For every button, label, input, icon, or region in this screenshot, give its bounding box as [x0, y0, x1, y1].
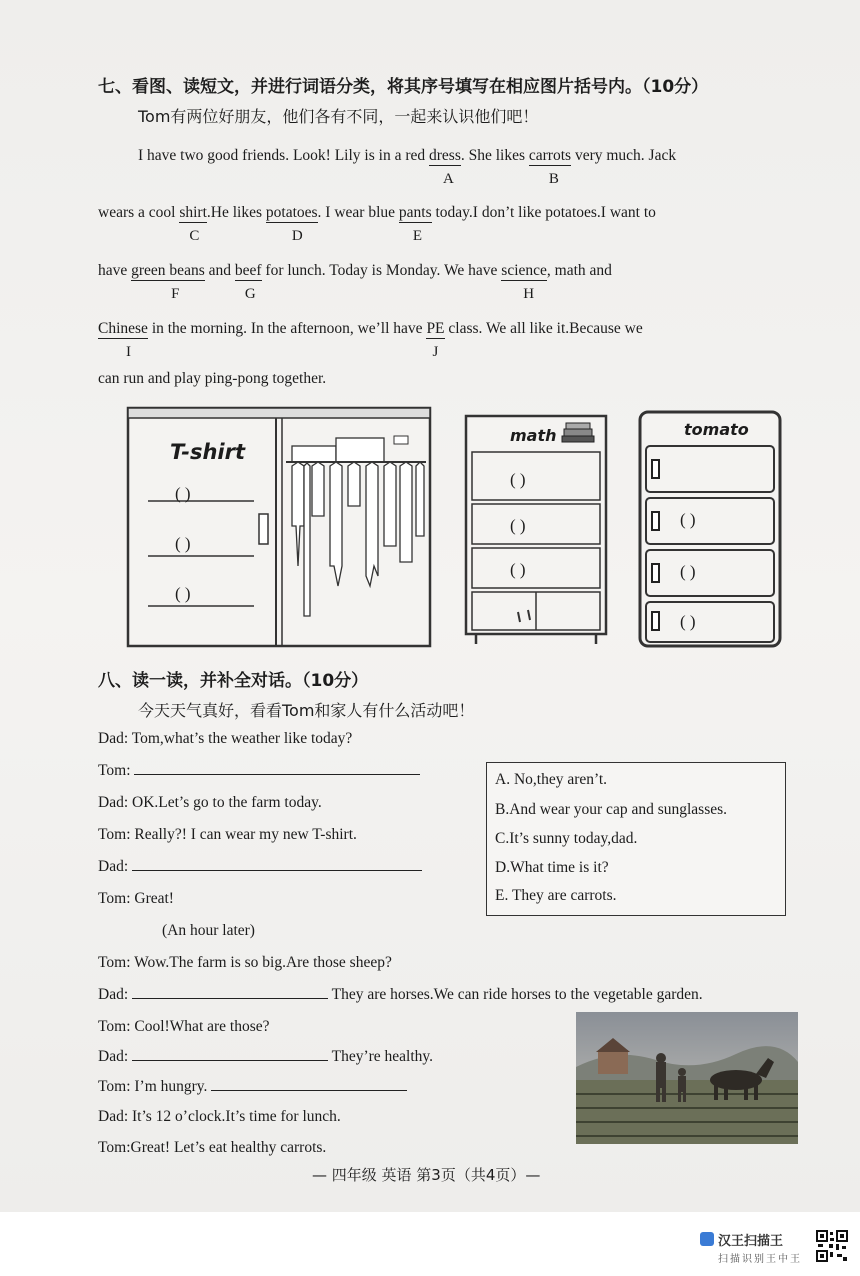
qr-code-icon: [816, 1230, 848, 1262]
dialog-line-4: Tom: Really?! I can wear my new T-shirt.: [98, 826, 357, 843]
dialog-line-6: Tom: Great!: [98, 890, 174, 907]
section7-title: 七、看图、读短文，并进行词语分类，将其序号填写在相应图片括号内。（10分）: [98, 77, 709, 97]
word-green-beans: green beans F: [131, 262, 205, 302]
dialog-line-3: Dad: OK.Let’s go to the farm today.: [98, 794, 322, 811]
answer-blank-1[interactable]: [134, 774, 420, 775]
scanner-brand-slogan: 扫描识别王中王: [718, 1254, 802, 1265]
section7-intro: Tom有两位好朋友，他们各有不同，一起来认识他们吧！: [138, 107, 539, 126]
dialog-line-14: Tom:Great! Let’s eat healthy carrots.: [98, 1139, 327, 1156]
passage-line-1: I have two good friends. Look! Lily is in a red dress A . She likes carrots B very much. Jack: [138, 147, 677, 187]
shelf-label: math: [510, 426, 557, 445]
options-box: [486, 762, 786, 916]
word-beef: beef G: [234, 262, 262, 302]
answer-blank-5[interactable]: [211, 1090, 407, 1091]
dialog-line-1: Dad: Tom,what’s the weather like today?: [98, 730, 353, 747]
word-chinese: Chinese I: [98, 320, 148, 360]
option-b: B.And wear your cap and sunglasses.: [495, 801, 728, 818]
section8-intro: 今天天气真好，看看Tom和家人有什么活动吧！: [138, 701, 475, 720]
dialog-line-5: Dad:: [98, 858, 422, 876]
wardrobe-label: T-shirt: [170, 440, 245, 464]
scanner-brand: 汉王扫描王: [718, 1234, 784, 1249]
page-number: — 四年级 英语 第3页（共4页）—: [312, 1166, 541, 1184]
shelf-blank-3[interactable]: ( ): [510, 560, 526, 579]
passage-line-2: wears a cool shirt C .He likes potatoes D . I wear blue pants E today.I don’t like potatoes.I want to: [98, 204, 656, 244]
word-pants: pants E: [398, 204, 432, 244]
dialog-line-12: Tom: I’m hungry.: [98, 1078, 407, 1096]
word-pe: PE J: [426, 320, 445, 360]
dialog-line-2: Tom:: [98, 762, 420, 780]
word-science: science H: [501, 262, 547, 302]
fridge-label: tomato: [684, 420, 749, 439]
passage-line-5: can run and play ping-pong together.: [98, 370, 327, 387]
word-dress: dress A: [429, 147, 461, 187]
dialog-line-8: Tom: Wow.The farm is so big.Are those sheep?: [98, 954, 392, 971]
dialog-line-10: Tom: Cool!What are those?: [98, 1018, 270, 1035]
option-c: C.It’s sunny today,dad.: [495, 830, 638, 847]
wardrobe-blank-3[interactable]: ( ): [175, 584, 191, 603]
bookshelf-picture: [462, 414, 610, 648]
passage-line-4: Chinese I in the morning. In the afternoon, we’ll have PE J class. We all like it.Because we: [98, 320, 643, 360]
shelf-blank-2[interactable]: ( ): [510, 516, 526, 535]
scanner-logo-icon: [700, 1232, 714, 1246]
option-d: D.What time is it?: [495, 859, 609, 876]
option-e: E. They are carrots.: [495, 887, 617, 904]
wardrobe-blank-1[interactable]: ( ): [175, 484, 191, 503]
dialog-line-9: Dad: They are horses.We can ride horses to the vegetable garden.: [98, 986, 703, 1003]
option-a: A. No,they aren’t.: [495, 771, 608, 788]
answer-blank-2[interactable]: [132, 870, 422, 871]
fridge-blank-2[interactable]: ( ): [680, 562, 696, 581]
farm-illustration: [576, 1012, 798, 1144]
shelf-blank-1[interactable]: ( ): [510, 470, 526, 489]
passage-line-3: have green beans F and beef G for lunch. Today is Monday. We have science H , math and: [98, 262, 612, 302]
answer-blank-4[interactable]: [132, 1060, 328, 1061]
fridge-blank-3[interactable]: ( ): [680, 612, 696, 631]
section8-title: 八、读一读，并补全对话。（10分）: [98, 671, 369, 691]
dialog-line-7: (An hour later): [162, 922, 255, 939]
dialog-line-11: Dad: They’re healthy.: [98, 1048, 434, 1065]
wardrobe-blank-2[interactable]: ( ): [175, 534, 191, 553]
word-potatoes: potatoes D: [265, 204, 318, 244]
fridge-blank-1[interactable]: ( ): [680, 510, 696, 529]
word-carrots: carrots B: [528, 147, 572, 187]
word-shirt: shirt C: [179, 204, 207, 244]
answer-blank-3[interactable]: [132, 998, 328, 999]
dialog-line-13: Dad: It’s 12 o’clock.It’s time for lunch.: [98, 1108, 341, 1125]
fridge-picture: [636, 410, 786, 650]
